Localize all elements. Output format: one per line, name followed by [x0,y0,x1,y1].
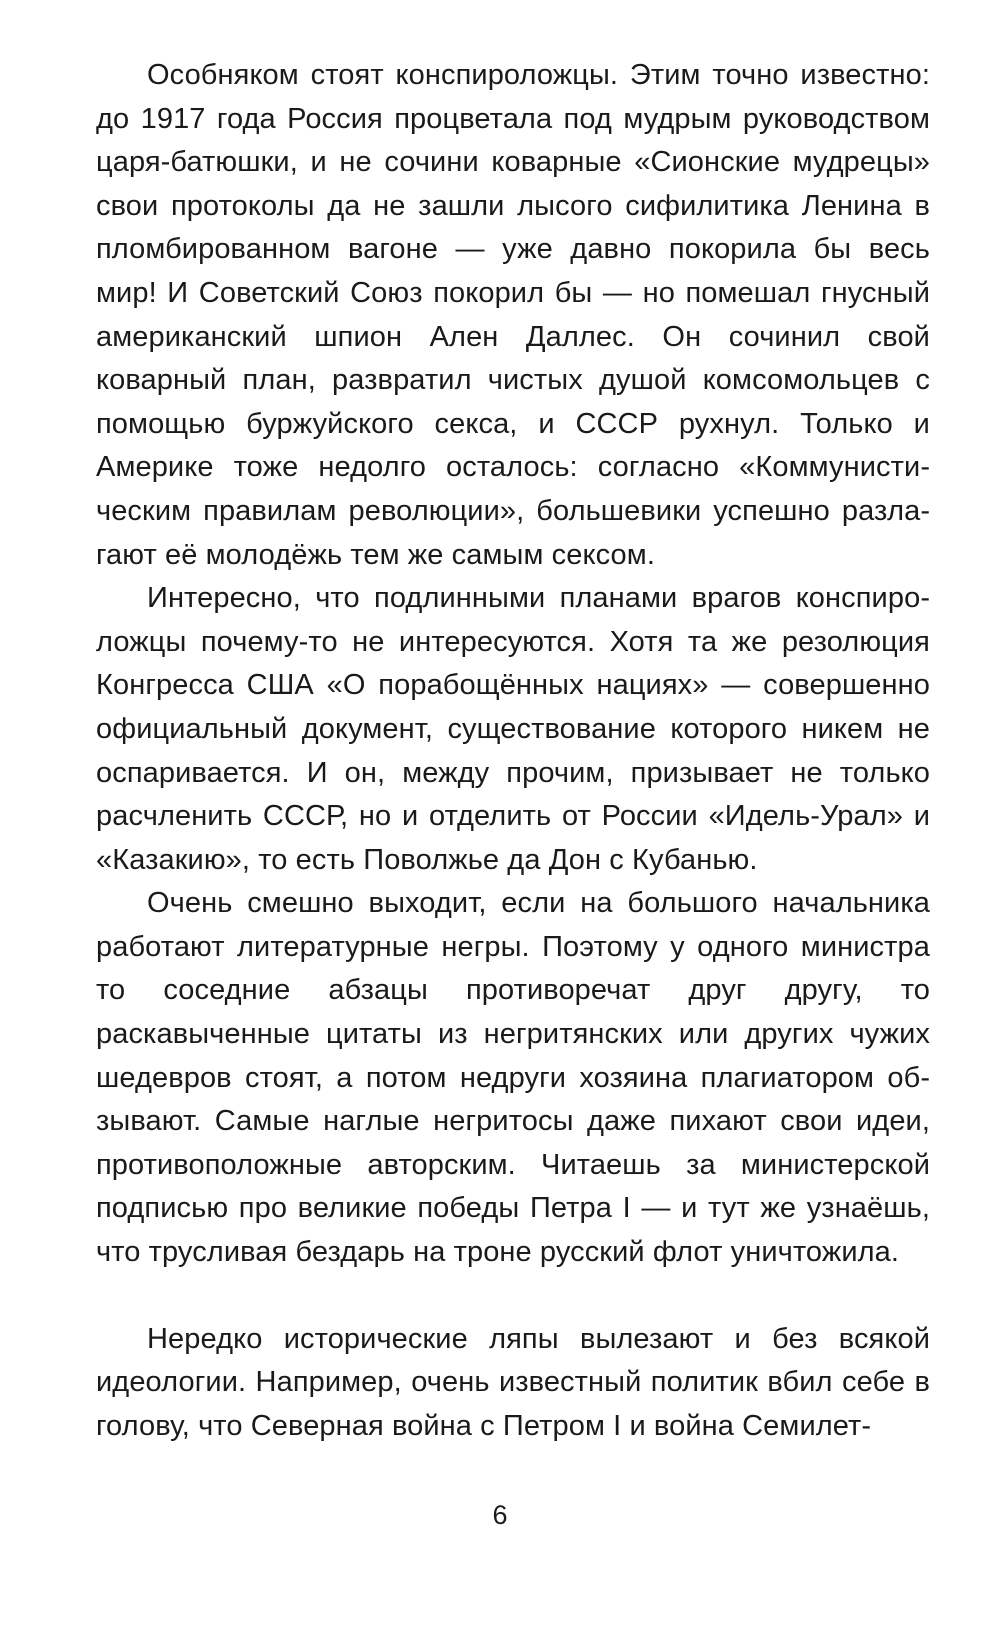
paragraph-conspiracy: Особняком стоят конспироложцы. Этим точно известно: до 1917 года Россия процветала под мудрым руководством царя-батюшки, и не сочини коварные «Сионские мудрецы» свои протоколы да не зашли лысого сифилитика Ленина в пломбированном вагоне — уже давно покорила бы весь мир! И Советский Союз покорил бы — но помешал гнусный американский шпион Ален Даллес. Он сочинил свой коварный план, развратил чистых душой комсомольцев с помощью буржуйского секса, и СССР рухнул. Только и Америке тоже недолго осталось: согласно «Коммунистическим правилам революции», большевики успешно разлагают её молодёжь тем же самым сексом. [96,59,930,571]
section-gap [96,1275,930,1318]
page-body [96,54,930,1448]
paragraph-congress-resolution: Интересно, что подлинными планами врагов конспироложцы почему-то не интересуются. Хотя та же резолюция Конгресса США «О порабощённых нациях» — совершенно официальный документ, существование которого никем не оспаривается. И он, между прочим, призывает не только расчленить СССР, но и отделить от России «Идель-Урал» и «Казакию», то есть Поволжье да Дон с Кубанью. [96,582,930,876]
page-number: 6 [492,1500,508,1530]
paragraph-historical-blunders: Нередко исторические ляпы вылезают и без всякой идеологии. Например, очень известный политик вбил себе в голову, что Северная война с Петром I и война Семилет- [96,1322,930,1442]
paragraph-ghostwriters: Очень смешно выходит, если на большого начальника работают литературные негры. Поэтому у одного министра то соседние абзацы противоречат друг другу, то раскавыченные цитаты из негритянских или других чужих шедевров стоят, а потом недруги хозяина плагиатором обзывают. Самые наглые негритосы даже пихают свои идеи, противоположные авторским. Читаешь за министерской подписью про великие победы Петра I — и тут же узнаёшь, что трусливая бездарь на троне русский флот уничтожила. [96,887,930,1269]
